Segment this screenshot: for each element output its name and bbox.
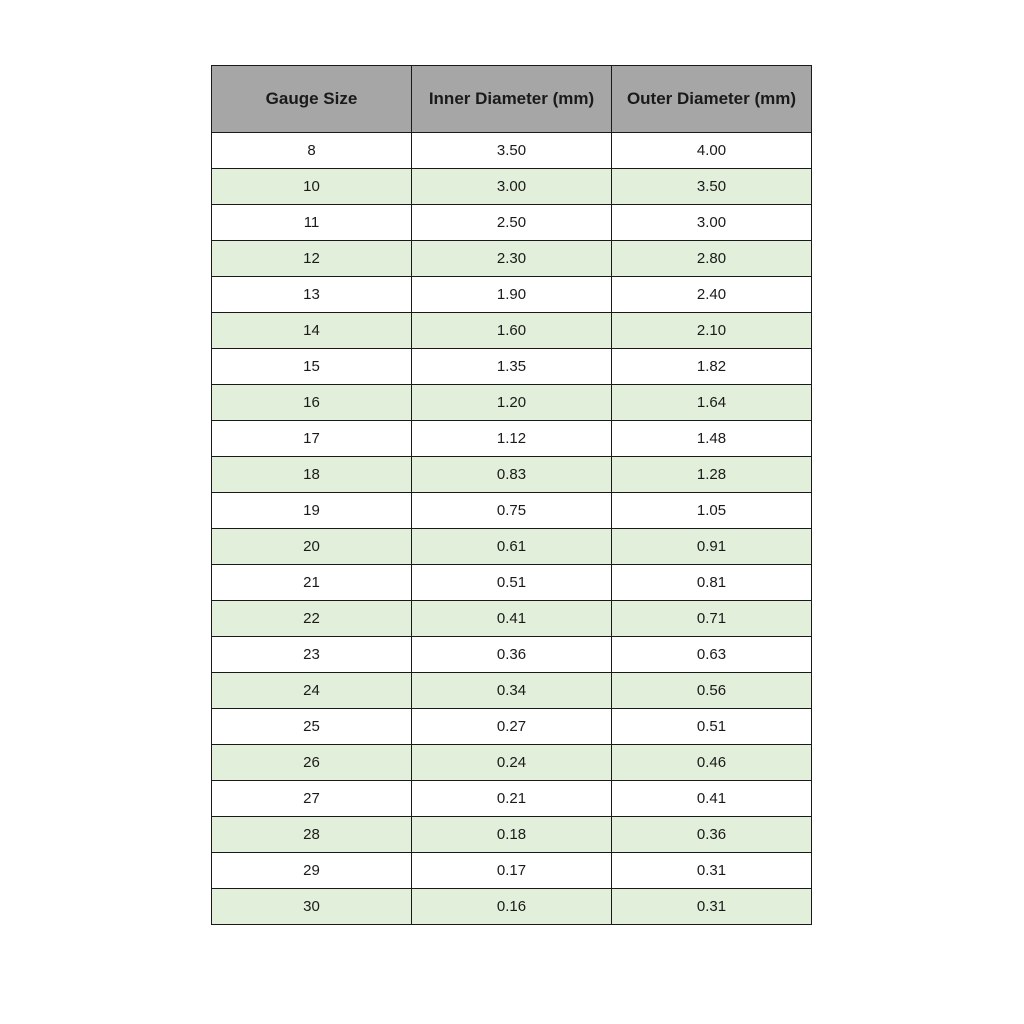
cell-inner-diameter: 3.00 xyxy=(412,169,612,205)
cell-gauge-size: 26 xyxy=(212,745,412,781)
table-row xyxy=(212,385,812,421)
table-row xyxy=(212,745,812,781)
cell-gauge-size: 29 xyxy=(212,853,412,889)
table-row xyxy=(212,709,812,745)
cell-gauge-size: 10 xyxy=(212,169,412,205)
cell-outer-diameter: 0.63 xyxy=(612,637,812,673)
cell-gauge-size: 11 xyxy=(212,205,412,241)
cell-outer-diameter: 0.41 xyxy=(612,781,812,817)
table-row xyxy=(212,349,812,385)
table-row xyxy=(212,853,812,889)
table-header xyxy=(212,66,812,133)
table-row xyxy=(212,241,812,277)
cell-gauge-size: 13 xyxy=(212,277,412,313)
cell-inner-diameter: 0.36 xyxy=(412,637,612,673)
cell-gauge-size: 8 xyxy=(212,133,412,169)
header-outer-diameter: Outer Diameter (mm) xyxy=(612,66,812,133)
cell-gauge-size: 21 xyxy=(212,565,412,601)
table-row xyxy=(212,601,812,637)
cell-gauge-size: 17 xyxy=(212,421,412,457)
table-row xyxy=(212,889,812,925)
table-row xyxy=(212,277,812,313)
cell-inner-diameter: 3.50 xyxy=(412,133,612,169)
cell-outer-diameter: 0.31 xyxy=(612,853,812,889)
table-row xyxy=(212,637,812,673)
cell-outer-diameter: 0.91 xyxy=(612,529,812,565)
cell-outer-diameter: 1.82 xyxy=(612,349,812,385)
table-row xyxy=(212,817,812,853)
cell-gauge-size: 24 xyxy=(212,673,412,709)
cell-inner-diameter: 0.18 xyxy=(412,817,612,853)
table-row xyxy=(212,493,812,529)
cell-outer-diameter: 0.56 xyxy=(612,673,812,709)
cell-gauge-size: 27 xyxy=(212,781,412,817)
cell-inner-diameter: 0.24 xyxy=(412,745,612,781)
table-row xyxy=(212,421,812,457)
cell-gauge-size: 12 xyxy=(212,241,412,277)
cell-gauge-size: 18 xyxy=(212,457,412,493)
cell-outer-diameter: 0.36 xyxy=(612,817,812,853)
cell-gauge-size: 16 xyxy=(212,385,412,421)
cell-inner-diameter: 1.60 xyxy=(412,313,612,349)
table-row xyxy=(212,673,812,709)
cell-inner-diameter: 0.21 xyxy=(412,781,612,817)
gauge-size-table xyxy=(211,65,812,925)
cell-outer-diameter: 2.80 xyxy=(612,241,812,277)
table-row xyxy=(212,313,812,349)
table-body xyxy=(212,133,812,925)
cell-gauge-size: 23 xyxy=(212,637,412,673)
cell-outer-diameter: 0.71 xyxy=(612,601,812,637)
cell-gauge-size: 28 xyxy=(212,817,412,853)
table-row xyxy=(212,205,812,241)
cell-outer-diameter: 0.31 xyxy=(612,889,812,925)
cell-inner-diameter: 1.12 xyxy=(412,421,612,457)
table-row xyxy=(212,169,812,205)
cell-inner-diameter: 1.35 xyxy=(412,349,612,385)
cell-inner-diameter: 2.30 xyxy=(412,241,612,277)
cell-outer-diameter: 2.40 xyxy=(612,277,812,313)
header-inner-diameter: Inner Diameter (mm) xyxy=(412,66,612,133)
cell-inner-diameter: 1.20 xyxy=(412,385,612,421)
cell-outer-diameter: 1.64 xyxy=(612,385,812,421)
cell-outer-diameter: 1.48 xyxy=(612,421,812,457)
cell-inner-diameter: 0.51 xyxy=(412,565,612,601)
cell-inner-diameter: 0.34 xyxy=(412,673,612,709)
cell-gauge-size: 15 xyxy=(212,349,412,385)
cell-inner-diameter: 0.75 xyxy=(412,493,612,529)
cell-outer-diameter: 0.81 xyxy=(612,565,812,601)
cell-outer-diameter: 1.05 xyxy=(612,493,812,529)
cell-gauge-size: 14 xyxy=(212,313,412,349)
cell-inner-diameter: 0.83 xyxy=(412,457,612,493)
cell-outer-diameter: 0.46 xyxy=(612,745,812,781)
header-row xyxy=(212,66,812,133)
table-row xyxy=(212,781,812,817)
cell-inner-diameter: 2.50 xyxy=(412,205,612,241)
cell-inner-diameter: 0.61 xyxy=(412,529,612,565)
cell-inner-diameter: 0.16 xyxy=(412,889,612,925)
cell-outer-diameter: 0.51 xyxy=(612,709,812,745)
cell-outer-diameter: 1.28 xyxy=(612,457,812,493)
cell-gauge-size: 20 xyxy=(212,529,412,565)
cell-outer-diameter: 3.50 xyxy=(612,169,812,205)
cell-gauge-size: 25 xyxy=(212,709,412,745)
cell-gauge-size: 22 xyxy=(212,601,412,637)
cell-gauge-size: 30 xyxy=(212,889,412,925)
cell-gauge-size: 19 xyxy=(212,493,412,529)
table-row xyxy=(212,565,812,601)
cell-outer-diameter: 4.00 xyxy=(612,133,812,169)
table-row xyxy=(212,529,812,565)
table-row xyxy=(212,457,812,493)
cell-inner-diameter: 0.41 xyxy=(412,601,612,637)
cell-inner-diameter: 1.90 xyxy=(412,277,612,313)
header-gauge-size: Gauge Size xyxy=(212,66,412,133)
cell-inner-diameter: 0.27 xyxy=(412,709,612,745)
cell-inner-diameter: 0.17 xyxy=(412,853,612,889)
cell-outer-diameter: 2.10 xyxy=(612,313,812,349)
cell-outer-diameter: 3.00 xyxy=(612,205,812,241)
table-row xyxy=(212,133,812,169)
